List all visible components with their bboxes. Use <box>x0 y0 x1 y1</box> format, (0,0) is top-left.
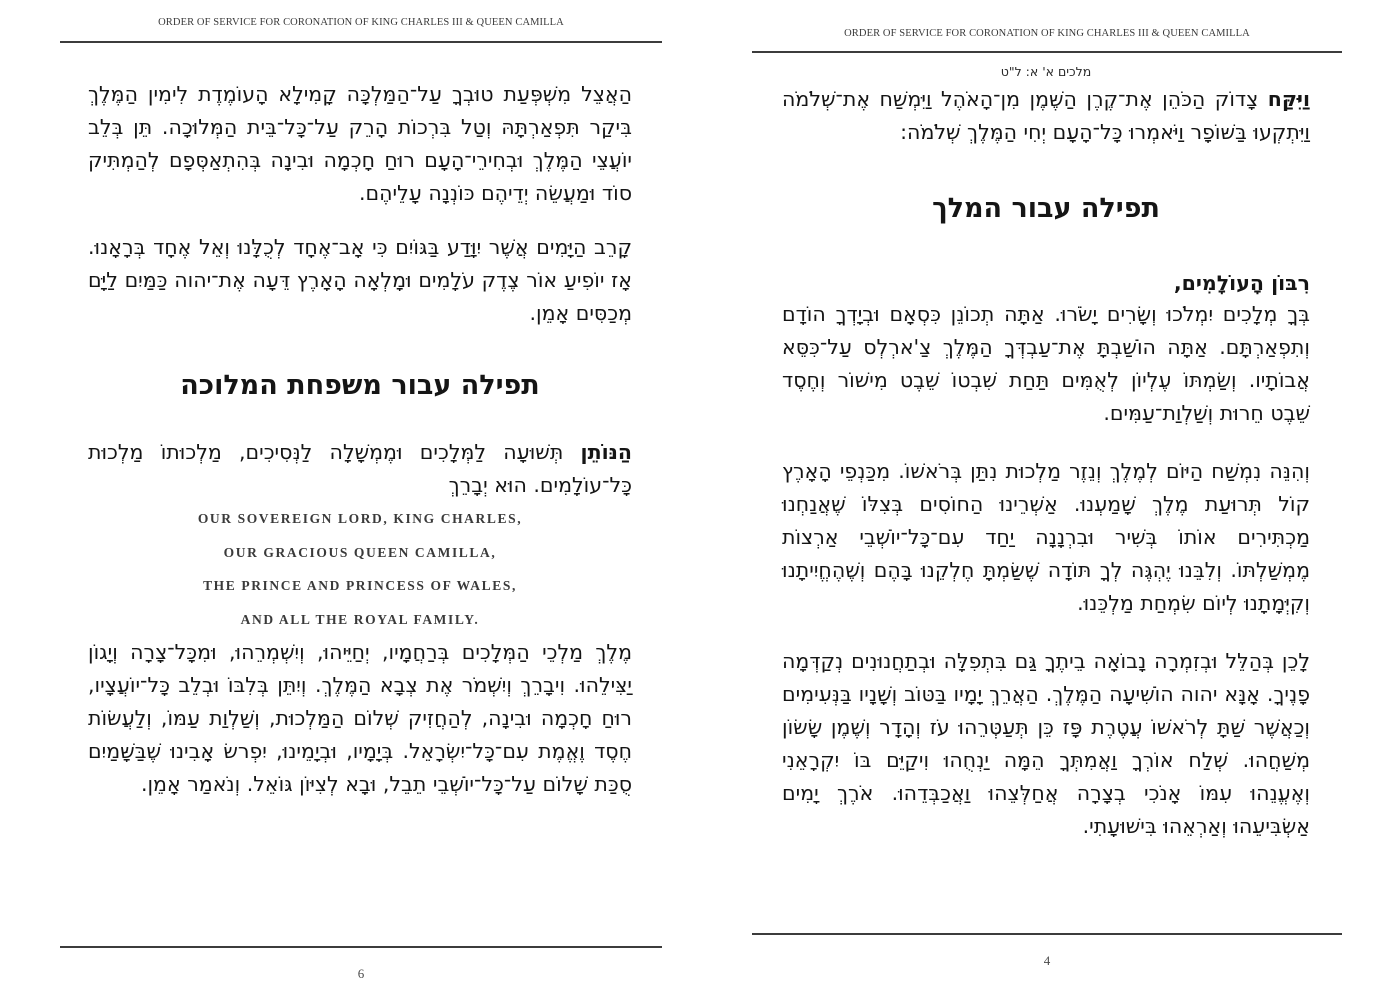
prayer-paragraph-hanoten <box>88 436 632 502</box>
english-royal-names <box>88 502 632 636</box>
right-page-content <box>782 64 1310 843</box>
english-line-king: OUR SOVEREIGN LORD, KING CHARLES, <box>197 511 523 526</box>
page-number: 4 <box>1043 953 1051 968</box>
opening-address: רִבּוֹן הָעוֹלָמִים, <box>1173 271 1310 295</box>
right-page <box>752 0 1342 989</box>
paragraph-text: תְּשׁוּעָה לַמְּלָכִים וּמֶמְשָׁלָה לַנְּסִיכִים, מַלְכוּתוֹ מַלְכוּת כָּל־עוֹלָמִים. הוּא יְבָרֵךְ <box>88 440 632 497</box>
scripture-citation: מלכים א' א: ל"ט <box>1000 64 1092 79</box>
running-header: ORDER OF SERVICE FOR CORONATION OF KING CHARLES III & QUEEN CAMILLA <box>158 17 564 28</box>
running-header: ORDER OF SERVICE FOR CORONATION OF KING CHARLES III & QUEEN CAMILLA <box>844 28 1250 39</box>
english-line-queen: OUR GRACIOUS QUEEN CAMILLA, <box>223 544 497 560</box>
prayer-paragraph-praise: לָכֵן בְּהַלֵּל וּבְזִמְרָה נָבוֹאָה בֵיתֶךָ גַּם בִּתְפִלָּה וּבְתַחֲנוּנִים נְקַדְּמָה פָנֶיךָ. אָנָּא יהוה הוֹשִׁיעָה הַמֶּלֶךְ. הַאֲרֵךְ יָמָיו בַּטּוֹב וְשָׁנָיו בַּנְּעִימִים וְכַאֲשֶׁר שַׁתָּ לְרֹאשׁוֹ עֲטֶרֶת פָּז כֵּן תְּעַטְּרֵהוּ עֹז וְהָדָר וְשֶׁמֶן שָׂשׂוֹן מְשַׁחֲהוּ. שְׁלַח אוֹרְךָ וַאֲמִתְּךָ הֵמָּה יַנְחֻהוּ וִיקַיֵּם בּוֹ יִקְרָאֵנִי וְאֶעֱנֵהוּ עִמּוֹ אָנֹכִי בְצָרָה אֲחַלְּצֵהוּ וַאֲכַבְּדֵהוּ. אֹרֶךְ יָמִים אַשְׂבִּיעֵהוּ וְאַרְאֵהוּ בִּישׁוּעָתִי. <box>782 649 1310 838</box>
page-number: 6 <box>357 966 365 981</box>
header-rule <box>60 41 662 43</box>
prayer-paragraph-queen: הַאֲצֵל מִשְׁפְּעַת טוּבְךָ עַל־הַמַּלְכָּה קָמִילָא הָעוֹמֶדֶת לִימִין הַמֶּלֶךְ בִּיקַר תִּפְאַרְתָּהּ וְטַל בִּרְכוֹת הָרֵק עַל־כָּל־בֵּית הַמְּלוּכָה. תֵּן בְּלֵב יוֹעֲצֵי הַמֶּלֶךְ וּבְחִירֵי־הָעָם רוּחַ חָכְמָה וּבִינָה בְּהִתְאַסְּפָם לְהַמְתִּיק סוֹד וּמַעֲשֵׂה יְדֵיהֶם כּוֹנְנָה עָלֵיהֶם. <box>88 82 632 205</box>
english-line-royal-family: AND ALL THE ROYAL FAMILY. <box>240 611 480 627</box>
prayer-paragraph-blessing: מֶלֶךְ מַלְכֵי הַמְּלָכִים בְּרַחֲמָיו, יְחַיֵּיהוּ, וְיִשְׁמְרֵהוּ, וּמִכָּל־צָרָה וְיָגוֹן יַצִּילֵהוּ. וִיבָרֵךְ וְיִשְׁמֹר אֶת צְבָא הַמֶּלֶךְ. וְיִתֵּן בְּלִבּוֹ וּבְלֵב כָּל־יוֹעֲצָיו, רוּחַ חָכְמָה וּבִינָה, לְהַחֲזִיק שְׁלוֹם הַמַּלְכוּת, וְשַׁלְוַת עַמּוֹ, וְלַעֲשׂוֹת חֶסֶד וֶאֱמֶת עִם־כָּל־יִשְׂרָאֵל. בְּיָמָיו, וּבְיָמֵינוּ, יִפְרשׂ אָבִינוּ שֶׁבַּשָּׁמַיִם סֻכַּת שָׁלוֹם עַל־כָּל־יוֹשְׁבֵי תֵבֵל, וּבָא לְצִיּוֹן גּוֹאֵל. וְנֹאמַר אָמֵן. <box>88 640 632 796</box>
opening-word: הַנּוֹתֵן <box>580 440 632 464</box>
verse-text: צָדוֹק הַכֹּהֵן אֶת־קֶרֶן הַשֶּׁמֶן מִן־הָאֹהֶל וַיִּמְשַׁח אֶת־שְׁלֹמֹה וַיִּתְקְעוּ בַּשּׁוֹפָר וַיֹּאמְרוּ כָּל־הָעָם יְחִי הַמֶּלֶךְ שְׁלֹמֹה: <box>782 87 1310 144</box>
scripture-verse <box>782 83 1310 149</box>
footer-rule <box>752 933 1342 935</box>
english-line-prince-princess: THE PRINCE AND PRINCESS OF WALES, <box>203 578 517 593</box>
left-page-content <box>88 78 632 801</box>
verse-opening-word: וַיִּקַּח <box>1267 87 1310 111</box>
left-page <box>60 0 662 989</box>
prayer-paragraph-kings-reign: בְּךָ מְלָכִים יִמְלֹכוּ וְשָׂרִים יָשֹׂרוּ. אַתָּה תְכוֹנֵן כִּסְאָם וּבְיָדְךָ הוֹדָם וְתִפְאַרְתָּם. אַתָּה הוֹשַׁבְתָּ אֶת־עַבְדְּךָ הַמֶּלֶךְ צַ'ארְלְס עַל־כִּסֵּא אֲבוֹתָיו. וְשַׂמְתּוֹ עֶלְיוֹן לְאֻמִּים תַּחַת שִׁבְטוֹ שֵׁבֶט מִישׁוֹר וְחֶסֶד שֵׁבֶט חֵרוּת וְשַׁלְוַת־עַמִּים. <box>782 302 1310 425</box>
prayer-opening <box>782 268 1310 298</box>
footer-rule <box>60 946 662 948</box>
prayer-paragraph-anointed: וְהִנֵּה נִמְשַׁח הַיּוֹם לְמֶלֶךְ וְנֵזֶר מַלְכוּת נִתַּן בְּרֹאשׁוֹ. מִכַּנְפֵי הָאָרֶץ קוֹל תְּרוּעַת מֶלֶךְ שָׁמַעְנוּ. אַשְׁרֵינוּ הַחוֹסִים בְּצִלּוֹ שֶׁאֲנַחְנוּ מַכְתִּירִים אוֹתוֹ בְּשִׁיר וּבִרְנָנָה יַחַד עִם־כָּל־יוֹשְׁבֵי אַרְצוֹת מֶמְשַׁלְתּוֹ. וְלִבֵּנוּ יֶהְגֶּה לְךָ תּוֹדָה שֶׁשַּׂמְתָּ חֶלְקֵנוּ בָּהֶם וְשֶׁהֶחֱיִיתָנוּ וְקִיְּמָתָנוּ לְיוֹם שִׂמְחַת מַלְכֵּנוּ. <box>782 459 1310 615</box>
section-title-king: תפילה עבור המלך <box>932 193 1160 224</box>
prayer-paragraph-peace: קָרֵב הַיָּמִים אֲשֶׁר יִוָּדַע בַּגּוֹיִם כִּי אָב־אֶחָד לְכֻלָּנוּ וְאֵל אֶחָד בְּרָאָנוּ. אָז יוֹפִיעַ אוֹר צֶדֶק עֹלָמִים וּמָלְאָה הָאָרֶץ דֵּעָה אֶת־יהוה כַּמַּיִם לַיָּם מְכַסִּים אָמֵן. <box>88 235 632 325</box>
section-title-royal-family: תפילה עבור משפחת המלוכה <box>180 370 540 401</box>
header-rule <box>752 51 1342 53</box>
